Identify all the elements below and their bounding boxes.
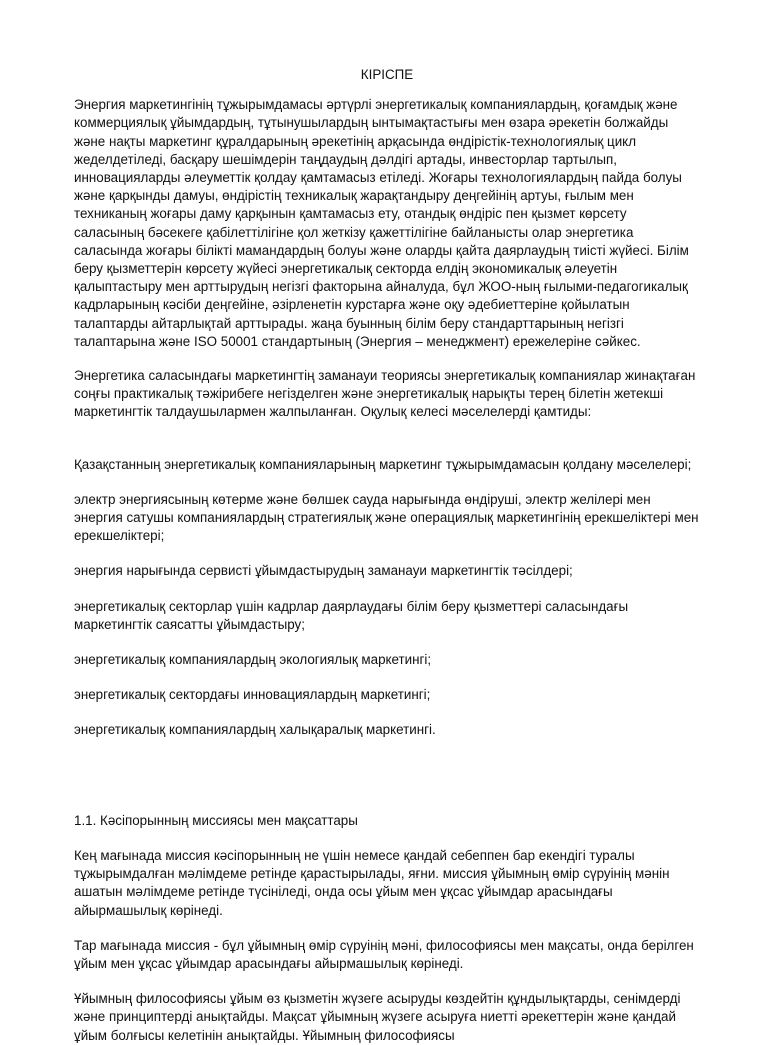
list-item: Қазақстанның энергетикалық компанияларының маркетинг тұжырымдамасын қолдану мәселелері;: [74, 456, 692, 472]
list-item: энергетикалық секторлар үшін кадрлар даярлаудағы білім беру қызметтері саласындағы маркетингтік саясатты ұйымдастыру;: [74, 598, 629, 632]
list-item: энергетикалық компаниялардың халықаралық маркетингі.: [74, 722, 436, 738]
list-item: энергия нарығында сервисті ұйымдастырудың заманауи маркетингтік тәсілдері;: [74, 563, 573, 579]
list-item: электр энергиясының көтерме және бөлшек сауда нарығында өндіруші, электр желілері мен энергия сатушы компаниялардың стратегиялық және операциялық маркетингінің ерекшеліктері мен ерекшеліктері;: [74, 491, 699, 544]
section-heading: 1.1. Кәсіпорынның миссиясы мен мақсаттары: [74, 812, 358, 828]
intro-paragraph: Энергетика саласындағы маркетингтің заманауи теориясы энергетикалық компаниялар жинақтаған соңғы практикалық тәжірибеге негізделген және энергетикалық нарықты терең білетін жетекші маркетингтік талдаушылармен жалпыланған. Оқулық келесі мәселелерді қамтиды:: [74, 368, 696, 420]
list-item: энергетикалық компаниялардың экологиялық маркетингі;: [74, 652, 432, 668]
section-paragraph: Тар мағынада миссия - бұл ұйымның өмір сүруінің мәні, философиясы мен мақсаты, онда берілген ұйым мен ұқсас ұйымдар арасындағы айырмашылық көрінеді.: [74, 937, 694, 971]
topic-list: [74, 456, 700, 740]
section-paragraph: Кең мағынада миссия кәсіпорынның не үшін немесе қандай себеппен бар екендігі туралы тұжырымдалған мәлімдеме ретінде қарастырылады, яғни. миссия ұйымның өмір сүруінің мәнін ашатын мәлімдеме ретінде түсініледі, онда осы ұйым мен ұқсас ұйымдар арасындағы айырмашылық көрінеді.: [74, 847, 670, 918]
page-title: КІРІСПЕ: [360, 67, 414, 82]
document-page: [74, 66, 700, 1045]
intro-paragraph: Энергия маркетингінің тұжырымдамасы әртүрлі энергетикалық компаниялардың, қоғамдық және коммерциялық ұйымдардың, тұтынушылардың ынтымақтастығы мен өзара әрекетін болжайды және нақты маркетинг құралдарының әрекетінің арқасында өндірістік-технологиялық цикл жеделдетіледі, басқару шешімдерін таңдаудың дәлдігі артады, инвесторлар тартылып, инновацияларды әлеуметтік қолдау қамтамасыз етіледі. Жоғары технологиялардың пайда болуы және қарқынды дамуы, өндірістің техникалық жарақтандыру деңгейінің артуы, ғылым мен техниканың жоғары даму қарқынын қамтамасыз ету, отандық өндіріс пен қызмет көрсету саласының бәсекеге қабілеттілігіне қол жеткізу қажеттілігіне байланысты олар энергетика саласында жоғары білікті мамандардың болуы және оларды қайта даярлаудың тиісті жүйесі. Білім беру қызметтерін көрсету жүйесі энергетикалық секторда елдің экономикалық әлеуетін қалыптастыру мен арттырудың негізгі факторына айналуда, бұл ЖОО-ның ғылыми-педагогикалық кадрларының кәсіби деңгейіне, әзірленетін курстарға және оқу әдебиеттеріне қойылатын талаптарды айтарлықтай арттырады. жаңа буынның білім беру стандарттарының негізгі талаптарына және ISO 50001 стандартының (Энергия – менеджмент) ережелеріне сәйкес.: [74, 97, 689, 349]
section-paragraph: Ұйымның философиясы ұйым өз қызметін жүзеге асыруды көздейтін құндылықтарды, сенімдерді және принциптерді анықтайды. Мақсат ұйымның жүзеге асыруға ниетті әрекеттерін және қандай ұйым болғысы келетінін анықтайды. Ұйымның философиясы: [74, 991, 681, 1043]
list-item: энергетикалық сектордағы инновациялардың маркетингі;: [74, 687, 431, 703]
